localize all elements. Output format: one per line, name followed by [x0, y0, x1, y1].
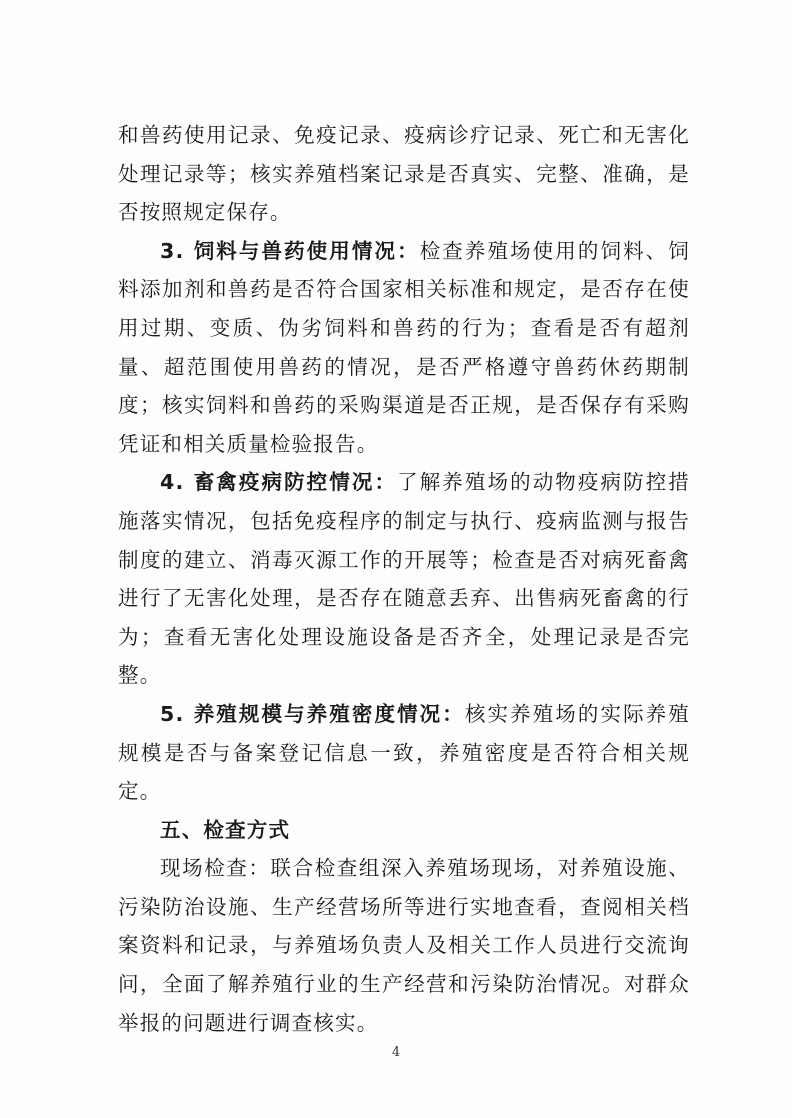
section-heading-inspection-method: 五、检查方式 — [160, 817, 291, 842]
document-body — [118, 116, 690, 1042]
item-label-disease-control: 4. 畜禽疫病防控情况： — [160, 470, 398, 495]
item-text-scale-density: 核实养殖场的实际养殖规模是否与备案登记信息一致，养殖密度是否符合相关规定。 — [118, 701, 690, 804]
item-text-feed-drug: 检查养殖场使用的饲料、饲料添加剂和兽药是否符合国家相关标准和规定，是否存在使用过期、变质、伪劣饲料和兽药的行为；查看是否有超剂量、超范围使用兽药的情况，是否严格遵守兽药休药期制度；核实饲料和兽药的采购渠道是否正规，是否保存有采购凭证和相关质量检验报告。 — [118, 238, 690, 456]
paragraph-scale-density — [118, 695, 690, 811]
item-label-scale-density: 5. 养殖规模与养殖密度情况： — [160, 701, 465, 726]
item-text-disease-control: 了解养殖场的动物疫病防控措施落实情况，包括免疫程序的制定与执行、疫病监测与报告制度的建立、消毒灭源工作的开展等；检查是否对病死畜禽进行了无害化处理，是否存在随意丢弃、出售病死畜禽的行为；查看无害化处理设施设备是否齐全，处理记录是否完整。 — [118, 470, 690, 688]
paragraph-disease-control — [118, 463, 690, 695]
paragraph-feed-drug-use — [118, 232, 690, 464]
page-number: 4 — [391, 1045, 401, 1060]
paragraph-records: 和兽药使用记录、免疫记录、疫病诊疗记录、死亡和无害化处理记录等；核实养殖档案记录是否真实、完整、准确，是否按照规定保存。 — [118, 123, 690, 225]
item-label-feed-drug: 3. 饲料与兽药使用情况： — [160, 238, 420, 263]
paragraph-inspection-method: 现场检查：联合检查组深入养殖场现场，对养殖设施、污染防治设施、生产经营场所等进行实地查看，查阅相关档案资料和记录，与养殖场负责人及相关工作人员进行交流询问，全面了解养殖行业的生产经营和污染防治情况。对群众举报的问题进行调查核实。 — [118, 856, 690, 1035]
